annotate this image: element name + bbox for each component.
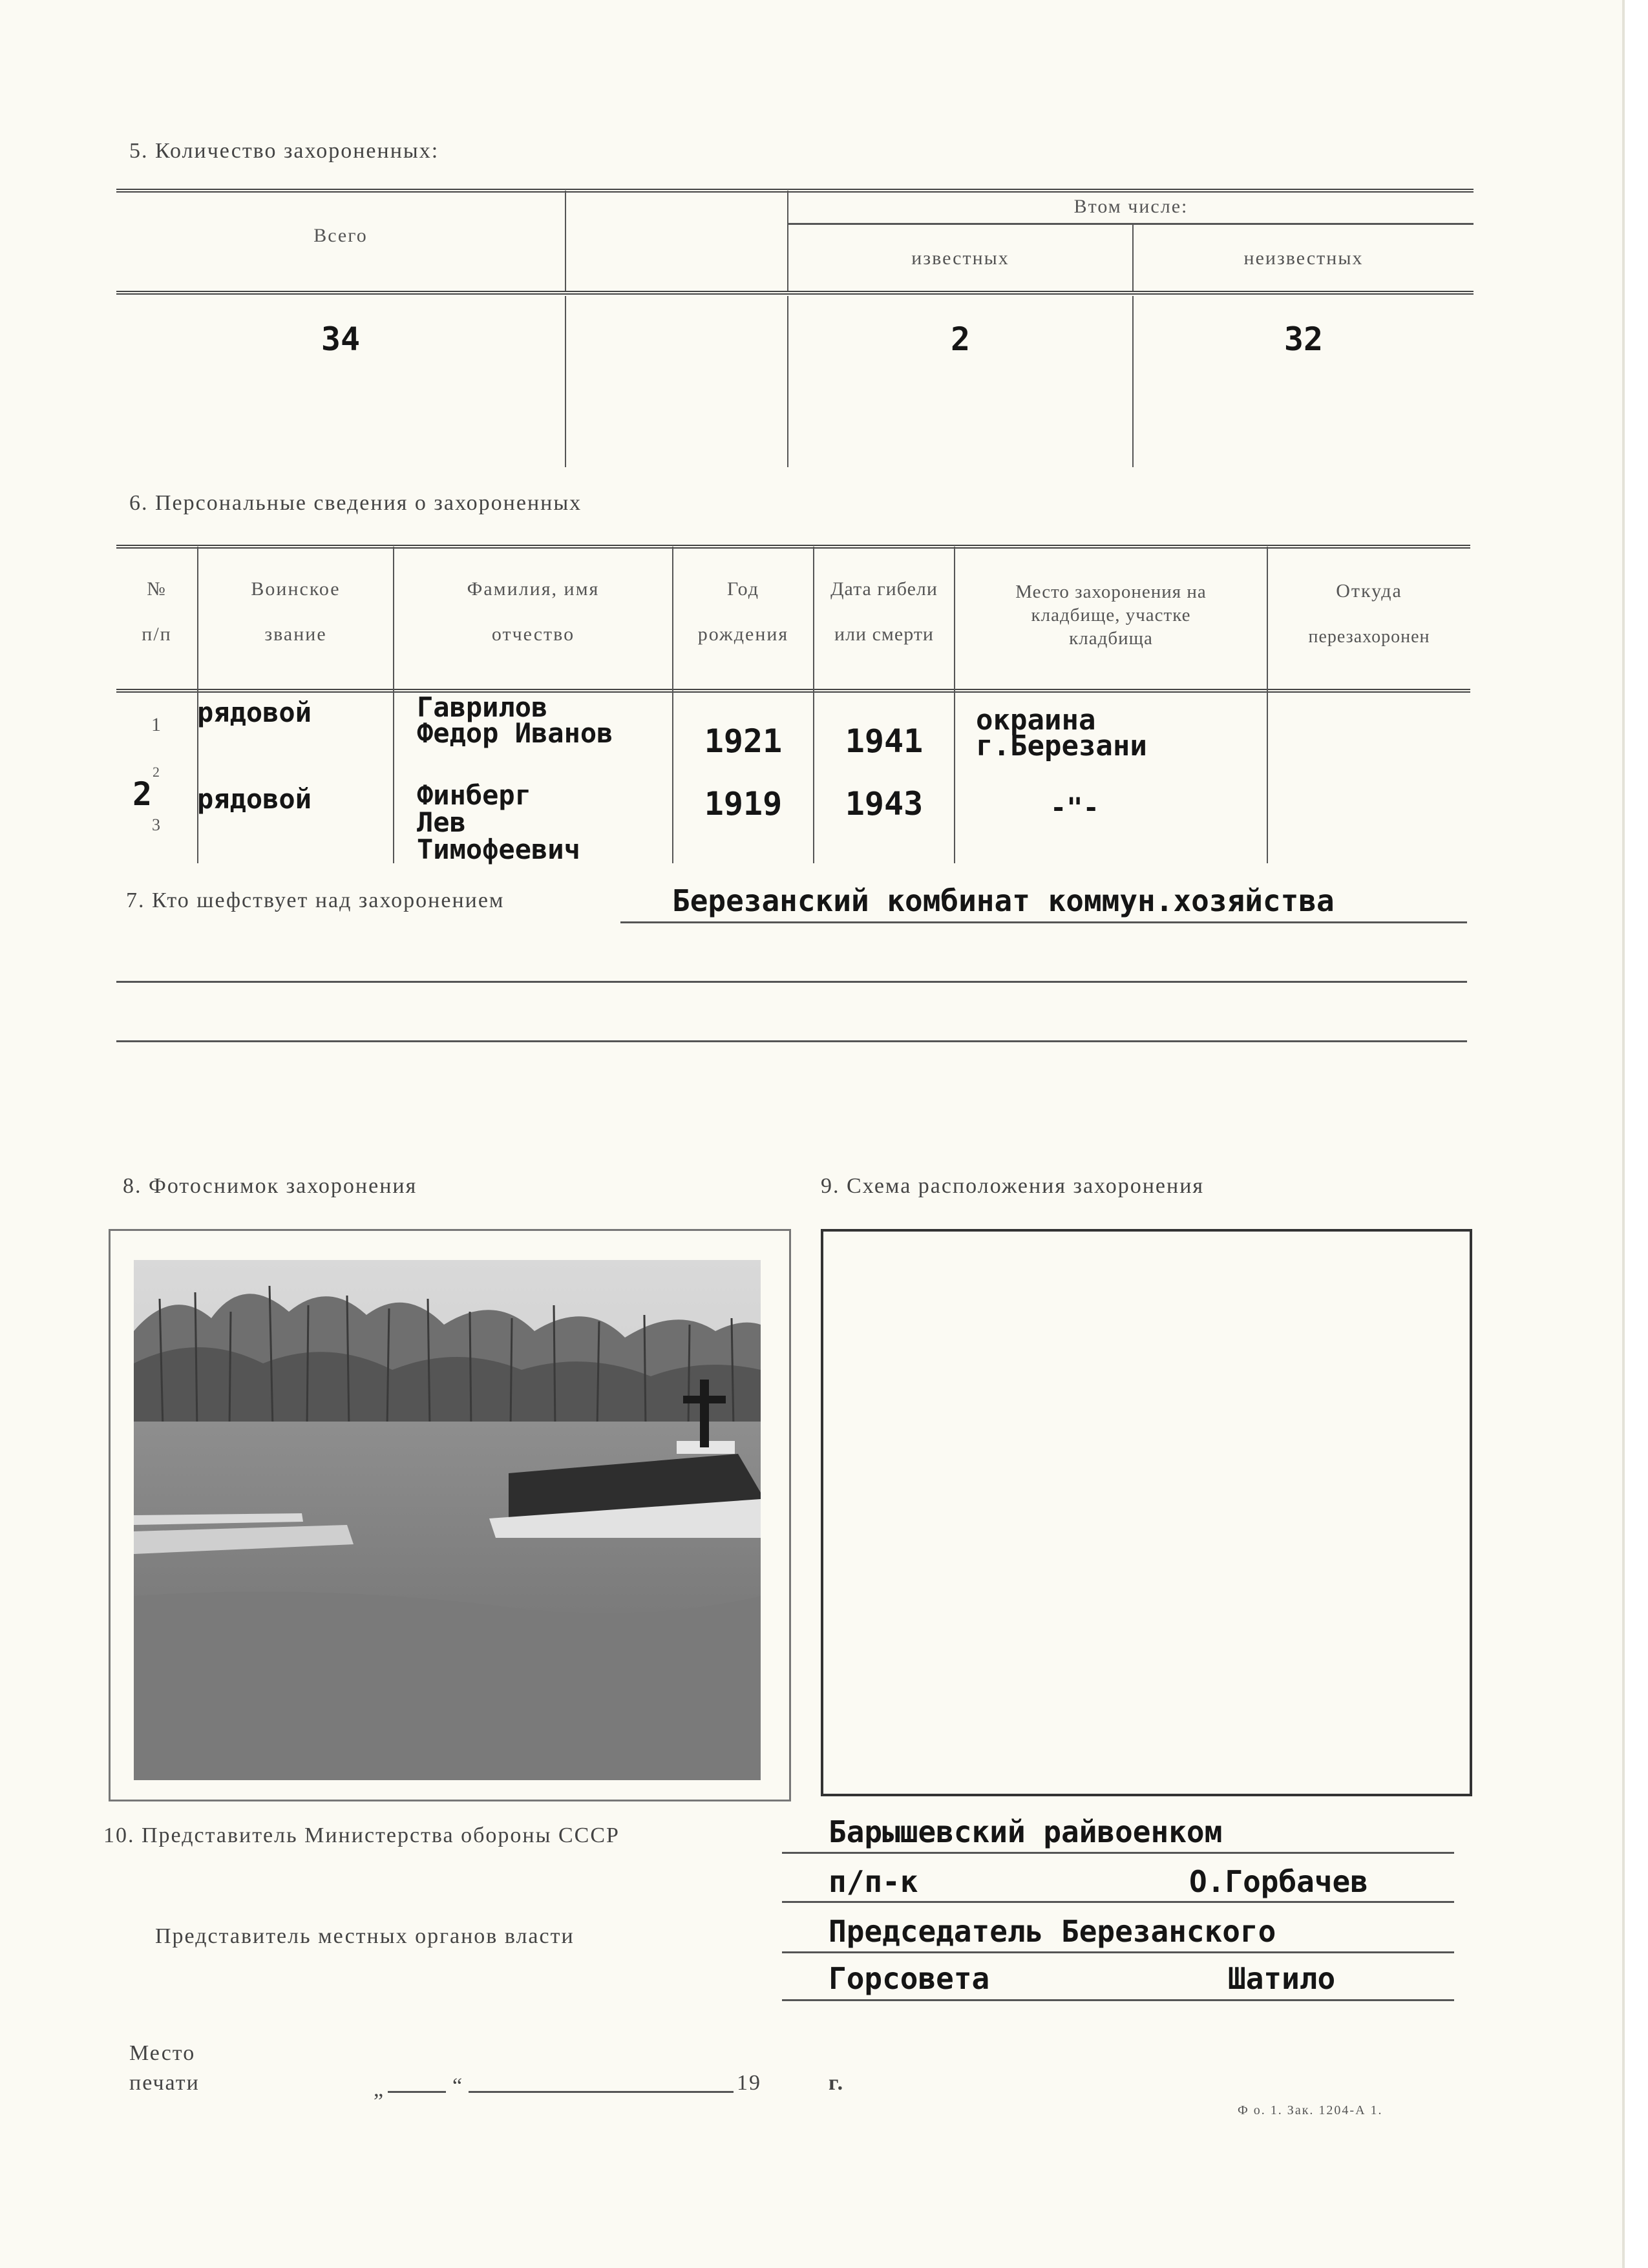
header-known: известных <box>911 247 1009 269</box>
col-name-sublabel: отчество <box>491 624 575 645</box>
stamp-line2: печати <box>129 2071 200 2095</box>
col-place-line3: кладбища <box>1069 628 1153 649</box>
row1-birth: 1921 <box>704 722 783 760</box>
date-day-line <box>388 2091 446 2093</box>
mod-line1: Барышевский райвоенком <box>829 1814 1223 1849</box>
header-unknown: неизвестных <box>1243 247 1364 269</box>
date-quote-open: „ <box>374 2077 385 2101</box>
stamp-line1: Место <box>129 2041 196 2065</box>
unknown-count: 32 <box>1284 320 1324 358</box>
col-death-label: Дата гибели <box>830 578 938 600</box>
section9-title: 9. Схема расположения захоронения <box>821 1174 1205 1198</box>
col-place-line1: Место захоронения на <box>1015 582 1207 602</box>
col-rank-label: Воинское <box>251 578 341 600</box>
section7-title: 7. Кто шефствует над захоронением <box>126 888 505 912</box>
known-count: 2 <box>950 320 971 358</box>
row2-name <box>417 779 580 865</box>
location-scheme-box <box>821 1229 1472 1796</box>
section7-line <box>116 981 1467 983</box>
col-from-label: Откуда <box>1336 580 1402 602</box>
row1-death: 1941 <box>845 722 924 760</box>
stamp-place <box>129 2039 200 2098</box>
row1-name-line2: Федор Иванов <box>417 717 613 749</box>
table5-subheader-rule <box>788 223 1474 225</box>
header-total: Всего <box>313 225 368 246</box>
row2-birth: 1919 <box>704 785 783 823</box>
row2-death: 1943 <box>845 785 924 823</box>
print-code: Ф о. 1. Зак. 1204-А 1. <box>1238 2103 1383 2117</box>
date-quote-close: “ <box>452 2074 464 2098</box>
mod-line2-right: О.Горбачев <box>1189 1864 1368 1899</box>
table5-divider <box>565 296 566 467</box>
row1-place-line1: окраина <box>976 704 1096 737</box>
local-line1: Председатель Березанского <box>829 1914 1276 1949</box>
row1-name-line1: Гаврилов <box>417 691 548 723</box>
row1-place <box>976 704 1147 762</box>
col-place-line2: кладбище, участке <box>1031 605 1191 625</box>
burial-photo <box>134 1260 761 1780</box>
signature-line <box>782 1951 1454 1953</box>
row2-place: -"- <box>1050 792 1099 823</box>
row1-place-line2: г.Березани <box>976 730 1147 762</box>
col-from-sublabel: перезахоронен <box>1308 627 1430 647</box>
row1-rank: рядовой <box>197 697 312 728</box>
row1-name <box>417 691 613 749</box>
row-number: 3 <box>152 815 162 834</box>
table5-header-rule <box>116 291 1474 295</box>
header-including: Втом числе: <box>1073 196 1188 217</box>
section7-value: Березанский комбинат коммун.хозяйства <box>672 883 1335 918</box>
date-month-line <box>469 2091 734 2093</box>
section7-line <box>116 1040 1467 1042</box>
section7-line <box>620 921 1467 923</box>
col-name-label: Фамилия, имя <box>467 578 600 600</box>
col-place-label <box>955 580 1267 650</box>
section5-title: 5. Количество захороненных: <box>129 139 439 163</box>
section6-title: 6. Персональные сведения о захороненных <box>129 491 582 515</box>
col-death-sublabel: или смерти <box>834 624 934 645</box>
section8-title: 8. Фотоснимок захоронения <box>123 1174 417 1198</box>
burial-photo-image <box>134 1260 761 1780</box>
col-birth-label: Год <box>726 578 760 600</box>
col-birth-sublabel: рождения <box>697 624 789 645</box>
table5-divider <box>565 191 566 291</box>
row2-name-line2: Лев <box>417 806 466 838</box>
signature-line <box>782 1999 1454 2001</box>
row2-name-line3: Тимофеевич <box>417 834 580 865</box>
signature-line <box>782 1901 1454 1903</box>
signature-line <box>782 1852 1454 1854</box>
row2-number: 2 <box>132 775 153 813</box>
col-num-label: № <box>147 578 167 600</box>
col-num-sublabel: п/п <box>142 624 172 645</box>
local-authority-label: Представитель местных органов власти <box>155 1924 575 1948</box>
local-line2-left: Горсовета <box>829 1961 990 1996</box>
local-line2-right: Шатило <box>1228 1961 1336 1996</box>
date-year-prefix: 19 <box>737 2071 761 2095</box>
row-number: 2 <box>153 764 161 780</box>
col-rank-sublabel: звание <box>264 624 327 645</box>
row2-name-line1: Финберг <box>417 779 532 811</box>
section10-title: 10. Представитель Министерства обороны СССР <box>103 1823 620 1847</box>
total-count: 34 <box>321 320 361 358</box>
mod-line2-left: п/п-к <box>829 1864 918 1899</box>
row-number: 1 <box>151 714 162 735</box>
row2-rank: рядовой <box>197 783 312 815</box>
date-year-suffix: г. <box>829 2071 845 2095</box>
